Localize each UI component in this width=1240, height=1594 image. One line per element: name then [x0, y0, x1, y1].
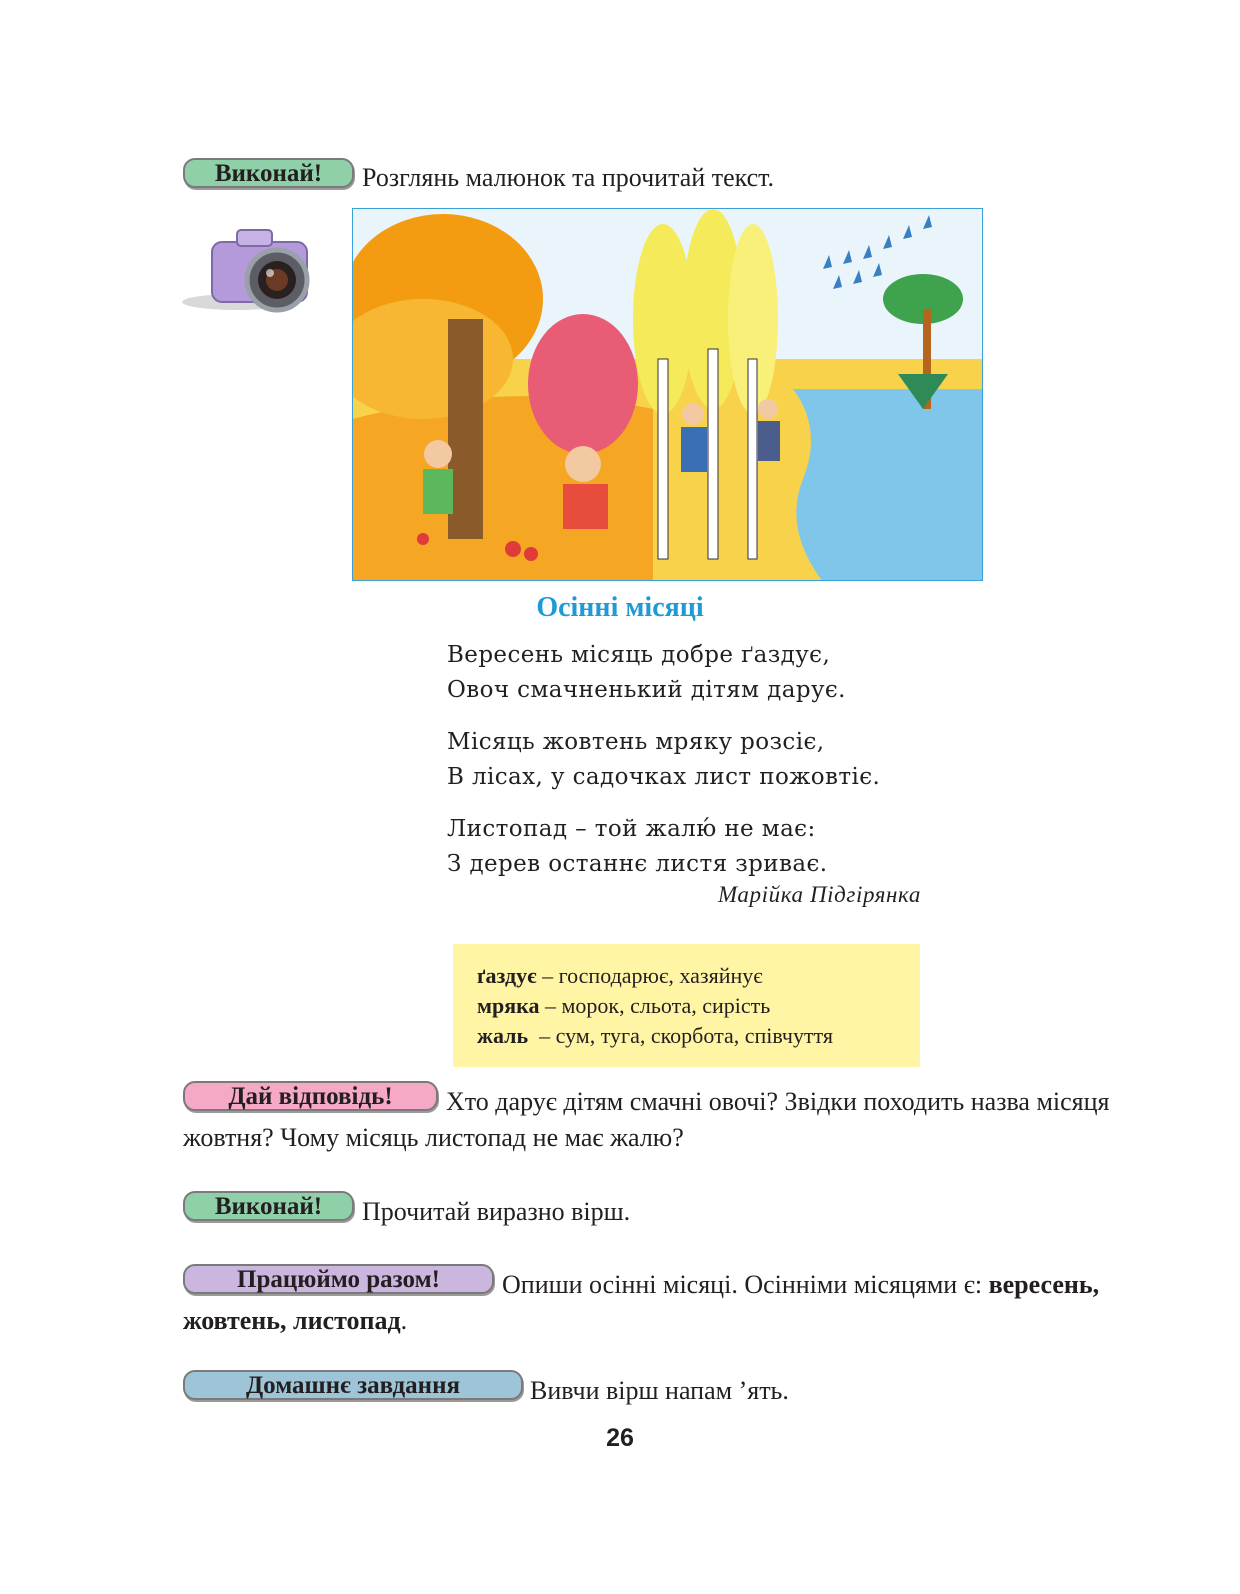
homework-badge: Домашнє завдання: [183, 1370, 523, 1400]
work-together-badge: Працюймо разом!: [183, 1264, 494, 1294]
glossary-definition: – сум, туга, скорбота, співчуття: [528, 1023, 834, 1048]
glossary-entry: [477, 991, 920, 1021]
answer-badge: Дай відповідь!: [183, 1081, 438, 1111]
task-text-look: Розглянь малюнок та прочитай текст.: [362, 163, 775, 192]
poem-line: З дерев останнє листя зриває.: [447, 851, 828, 877]
glossary-term: мряка: [477, 993, 540, 1018]
do-it-badge-2: Виконай!: [183, 1191, 354, 1221]
poem-line: Листопад – той жалю́ не має:: [447, 816, 816, 842]
poem-line: Овоч смачненький дітям дарує.: [447, 677, 846, 703]
glossary-definition: – морок, сльота, сирість: [539, 993, 771, 1018]
glossary-definition: – господарює, хазяйнує: [536, 963, 763, 988]
task-text-describe: [502, 1267, 1099, 1303]
poem-title: Осінні місяці: [536, 592, 704, 623]
glossary-entry: [477, 1021, 920, 1051]
describe-text: Опиши осінні місяці. Осінніми місяцями є:: [502, 1270, 989, 1299]
task-text-read: Прочитай виразно вірш.: [362, 1197, 631, 1226]
poem-line: Місяць жовтень мряку розсіє,: [447, 729, 825, 755]
poem-line: В лісах, у садочках лист пожовтіє.: [447, 764, 881, 790]
question-line-1: Хто дарує дітям смачні овочі? Звідки походить назва місяця: [446, 1087, 1110, 1116]
autumn-forest-illustration: [352, 208, 983, 581]
describe-bold-2: жовтень, листопад: [183, 1306, 401, 1335]
page-number: 26: [606, 1424, 634, 1452]
glossary-term: ґаздує: [477, 963, 537, 988]
poem-author: Марійка Підгірянка: [718, 882, 921, 907]
glossary-box: [453, 944, 920, 1067]
describe-bold-1: вересень,: [988, 1270, 1100, 1299]
question-line-2: жовтня? Чому місяць листопад не має жалю?: [183, 1123, 684, 1152]
do-it-badge: Виконай!: [183, 158, 354, 188]
poem-line: Вересень місяць добре ґаздує,: [447, 642, 831, 668]
glossary-entry: [477, 961, 920, 991]
glossary-term: жаль: [477, 1023, 529, 1048]
describe-end: .: [400, 1306, 408, 1335]
camera-icon: [182, 220, 327, 320]
task-text-describe-2: [183, 1303, 407, 1339]
homework-text: Вивчи вірш напам ’ять.: [530, 1376, 789, 1405]
